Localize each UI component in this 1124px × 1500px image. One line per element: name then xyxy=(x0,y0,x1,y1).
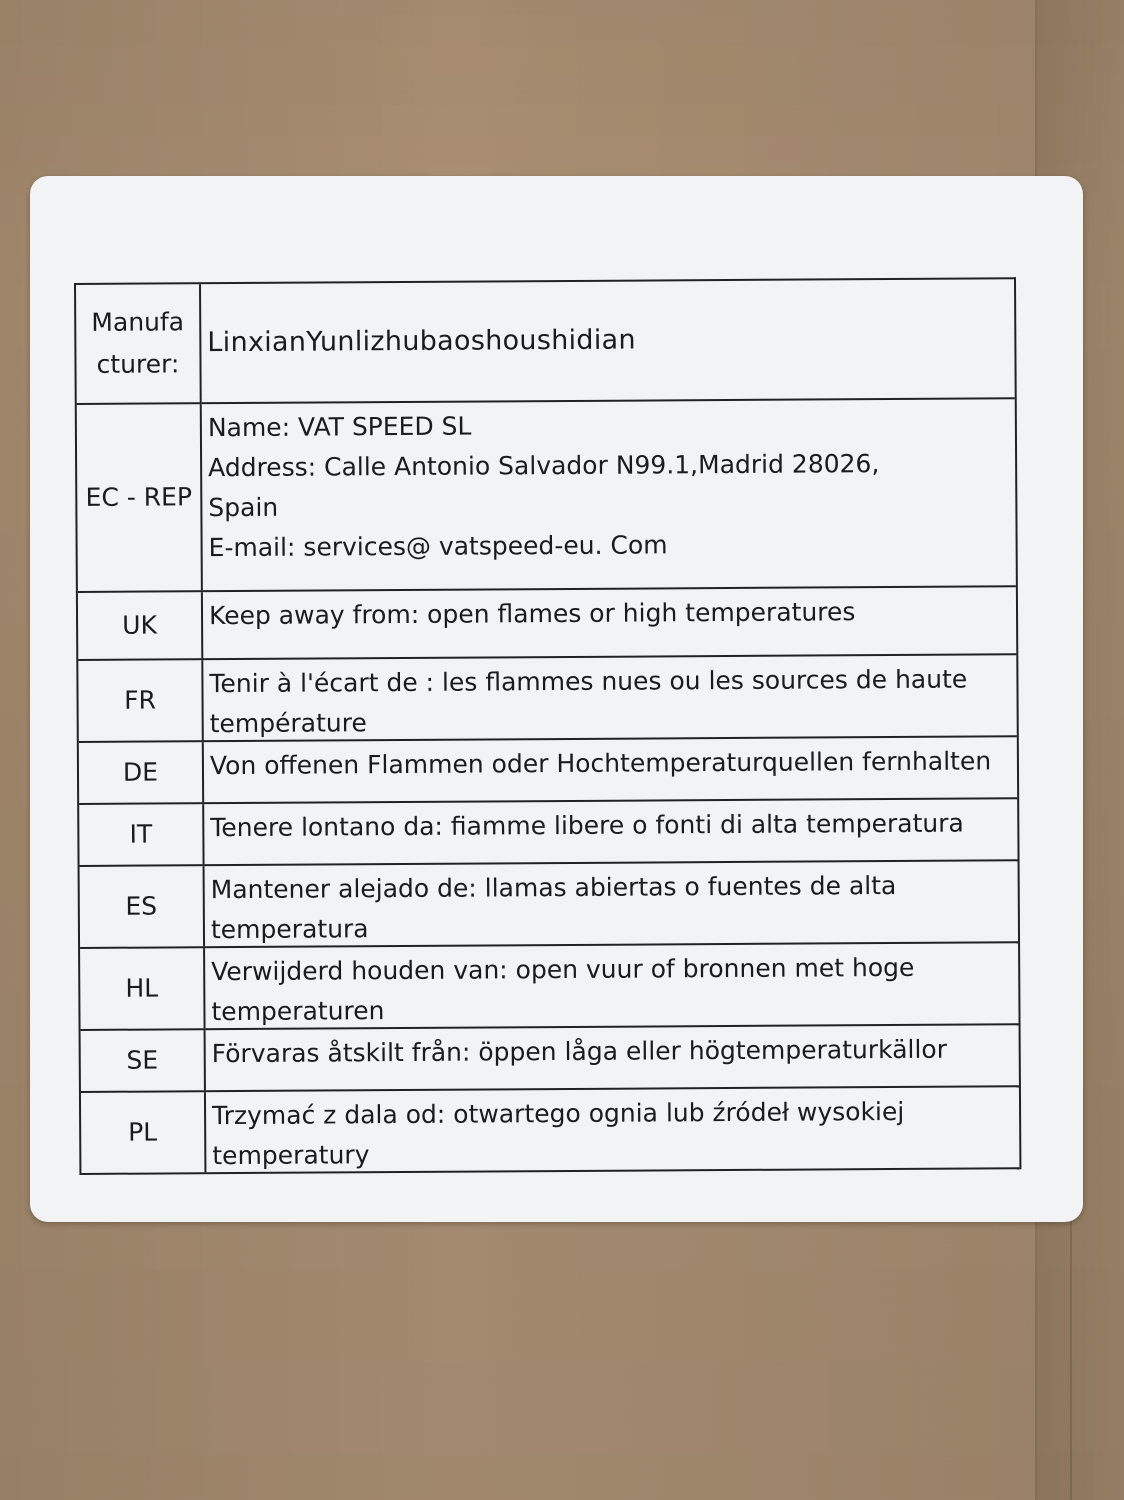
ec-rep-name: Name: VAT SPEED SL xyxy=(207,411,472,443)
warning-text-it xyxy=(204,799,1017,864)
lang-code-fr: FR xyxy=(78,660,203,741)
label-table xyxy=(74,277,1021,1175)
ec-rep-row xyxy=(77,399,1016,593)
warning-text-es xyxy=(205,861,1018,946)
warning-line: Von offenen Flammen oder Hochtemperaturquellen fernhalten xyxy=(209,746,992,781)
manufacturer-key-line-1: Manufa xyxy=(91,306,185,337)
warning-text-fr xyxy=(203,655,1016,740)
warning-line: Keep away from: open flames or high temperatures xyxy=(208,597,856,631)
manufacturer-value: LinxianYunlizhubaoshoushidian xyxy=(207,324,636,358)
warning-row-se xyxy=(81,1025,1019,1093)
warning-row-de xyxy=(79,737,1017,805)
lang-code-pl: PL xyxy=(81,1092,206,1173)
warning-row-pl xyxy=(81,1087,1019,1175)
product-label-sticker xyxy=(30,176,1083,1222)
ec-rep-email: E-mail: services@ vatspeed-eu. Com xyxy=(208,530,668,563)
lang-code-hl: HL xyxy=(80,948,205,1029)
warning-text-de xyxy=(204,737,1017,802)
manufacturer-row xyxy=(76,279,1015,405)
warning-line: temperaturen xyxy=(211,995,385,1026)
ec-rep-value xyxy=(202,399,1016,590)
warning-line: Verwijderd houden van: open vuur of bronnen met hoge xyxy=(211,952,915,987)
warning-text-pl xyxy=(206,1087,1019,1172)
warning-line: température xyxy=(209,707,367,738)
warning-text-se xyxy=(206,1025,1019,1090)
ec-rep-key: EC - REP xyxy=(77,404,203,591)
warning-row-uk xyxy=(78,587,1016,661)
warning-row-fr xyxy=(78,655,1016,743)
lang-code-es: ES xyxy=(80,866,205,947)
warning-line: Tenir à l'écart de : les flammes nues ou les sources de haute xyxy=(209,664,968,699)
warning-line: Mantener alejado de: llamas abiertas o fuentes de alta xyxy=(210,870,897,905)
ec-rep-country: Spain xyxy=(208,492,279,523)
warning-row-es xyxy=(80,861,1018,949)
ec-rep-address: Address: Calle Antonio Salvador N99.1,Madrid 28026, xyxy=(208,449,880,483)
warning-line: temperatura xyxy=(210,913,369,944)
warning-line: Trzymać z dala od: otwartego ognia lub źródeł wysokiej xyxy=(212,1096,905,1131)
warning-line: Tenere lontano da: fiamme libere o fonti di alta temperatura xyxy=(210,808,964,843)
warning-row-it xyxy=(79,799,1017,867)
cardboard-seam xyxy=(1070,1210,1072,1500)
lang-code-de: DE xyxy=(79,742,204,803)
lang-code-se: SE xyxy=(81,1030,206,1091)
lang-code-it: IT xyxy=(79,804,204,865)
lang-code-uk: UK xyxy=(78,592,203,659)
warning-text-hl xyxy=(205,943,1018,1028)
manufacturer-key-line-2: cturer: xyxy=(96,349,180,379)
warning-line: temperatury xyxy=(212,1139,370,1170)
manufacturer-key xyxy=(76,284,202,403)
warning-line: Förvaras åtskilt från: öppen låga eller högtemperaturkällor xyxy=(211,1034,948,1069)
warning-row-hl xyxy=(80,943,1018,1031)
warning-text-uk xyxy=(203,587,1016,658)
